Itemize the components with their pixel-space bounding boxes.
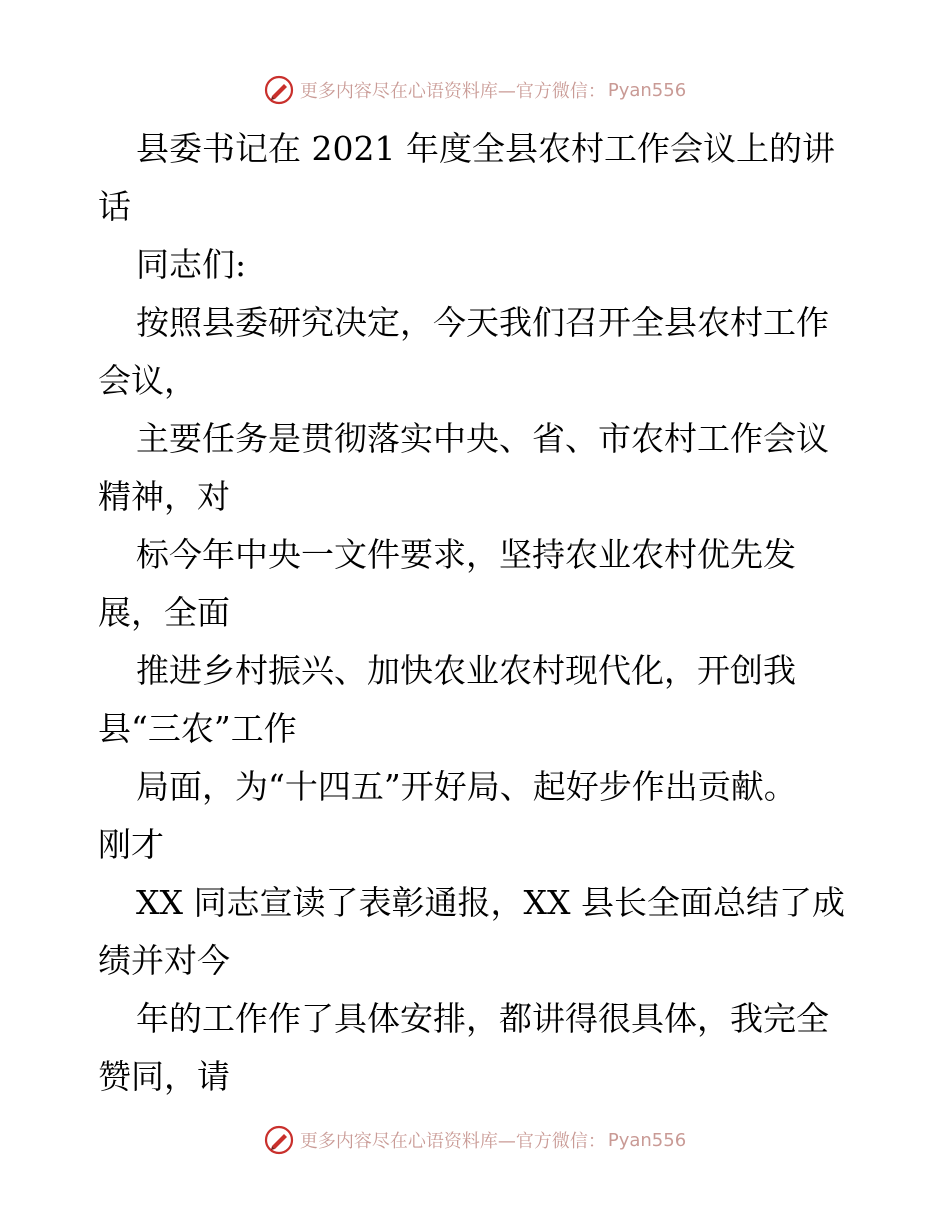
watermark-wechat-id: Pyan556	[607, 1129, 687, 1151]
watermark-text: 更多内容尽在心语资料库—官方微信：	[299, 81, 606, 102]
document-body	[98, 120, 858, 1106]
text-line: 展，全面	[98, 593, 230, 632]
text-line: 话	[98, 187, 131, 226]
text-line: 主要任务是贯彻落实中央、省、市农村工作会议	[136, 419, 829, 458]
text-line: 精神，对	[98, 477, 230, 516]
text-line: 会议，	[98, 361, 197, 400]
text-line: 县委书记在 2021 年度全县农村工作会议上的讲	[136, 129, 835, 168]
pen-logo-icon	[264, 1125, 294, 1155]
text-line: 局面，为“十四五”开好局、起好步作出贡献。	[136, 767, 797, 806]
watermark-text: 更多内容尽在心语资料库—官方微信：	[299, 1131, 606, 1152]
text-line: 标今年中央一文件要求，坚持农业农村优先发	[136, 535, 796, 574]
watermark-wechat-id: Pyan556	[607, 79, 687, 101]
pen-logo-icon	[264, 75, 294, 105]
text-line: 刚才	[98, 825, 164, 864]
text-line: 年的工作作了具体安排，都讲得很具体，我完全	[136, 999, 829, 1038]
watermark-footer	[0, 1118, 950, 1162]
text-line: 推进乡村振兴、加快农业农村现代化，开创我	[136, 651, 796, 690]
text-line: 赞同，请	[98, 1057, 230, 1096]
text-line: XX 同志宣读了表彰通报，XX 县长全面总结了成	[136, 883, 845, 922]
text-line: 同志们:	[136, 245, 247, 284]
text-line: 县“三农”工作	[98, 709, 297, 748]
watermark-header	[0, 68, 950, 112]
text-line: 绩并对今	[98, 941, 230, 980]
text-line: 按照县委研究决定，今天我们召开全县农村工作	[136, 303, 829, 342]
